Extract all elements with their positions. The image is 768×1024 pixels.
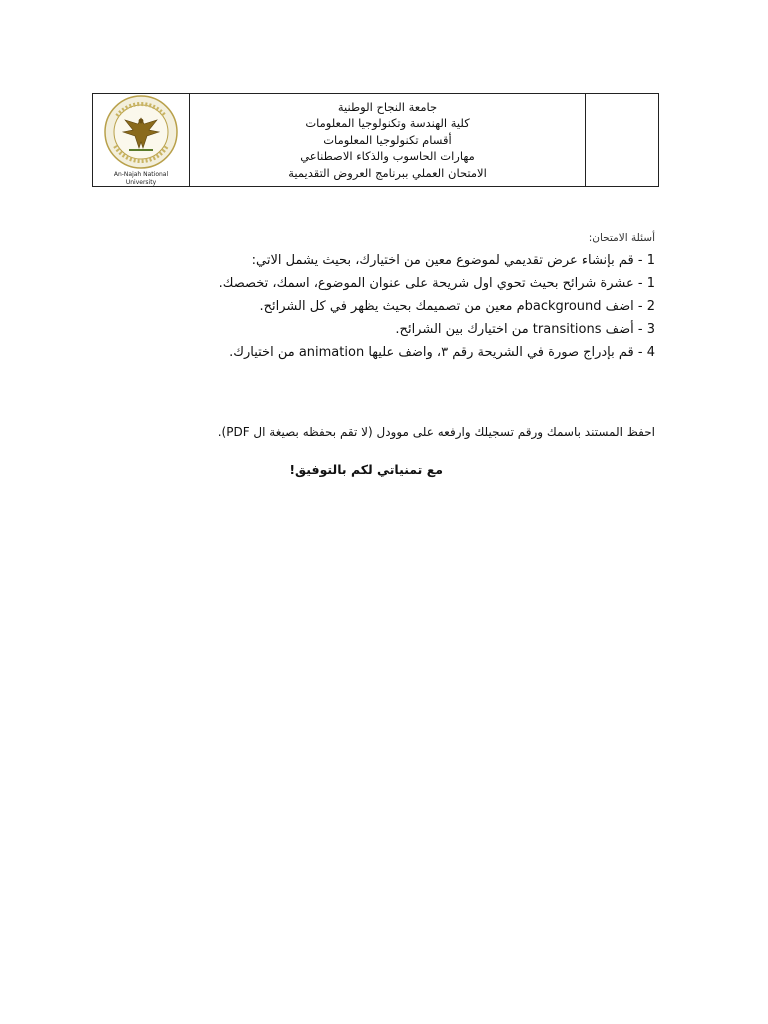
question-item-1: 1 - عشرة شرائح بحيث تحوي اول شريحة على عنوان الموضوع، اسمك، تخصصك. (218, 276, 655, 291)
exam-questions (0, 231, 655, 364)
question-item-4: 4 - قم بإدراج صورة في الشريحة رقم ٣، واضف عليها animation من اختيارك. (229, 345, 655, 360)
logo-caption-line2: University (125, 179, 157, 186)
save-instructions: احفظ المستند باسمك ورقم تسجيلك وارفعه على موودل (لا تقم بحفظه بصيغة ال PDF). (217, 425, 655, 439)
header-text-cell (190, 94, 586, 187)
empty-cell (586, 94, 659, 187)
faculty-name: كلية الهندسة وتكنولوجيا المعلومات (305, 116, 470, 131)
logo-cell (93, 94, 190, 187)
closing-wish: مع تمنياتي لكم بالتوفيق! (289, 462, 443, 477)
logo-caption-line1: An-Najah National (113, 171, 169, 178)
department-name: أقسام تكنولوجيا المعلومات (323, 132, 452, 147)
header-table (92, 93, 659, 187)
university-logo (93, 94, 189, 186)
question-item-3: 3 - أضف transitions من اختيارك بين الشرائح. (395, 322, 655, 337)
question-item-2: 2 - اضف backgroundم معين من تصميمك بحيث يظهر في كل الشرائح. (259, 299, 655, 314)
university-name: جامعة النجاح الوطنية (337, 99, 438, 114)
university-seal-icon (103, 94, 179, 170)
course-name: مهارات الحاسوب والذكاء الاصطناعي (300, 149, 475, 164)
question-main: 1 - قم بإنشاء عرض تقديمي لموضوع معين من اختيارك، بحيث يشمل الاتي: (251, 253, 655, 268)
questions-heading: أسئلة الامتحان: (588, 232, 655, 244)
exam-title: الامتحان العملي ببرنامج العروض التقديمية (288, 165, 487, 180)
